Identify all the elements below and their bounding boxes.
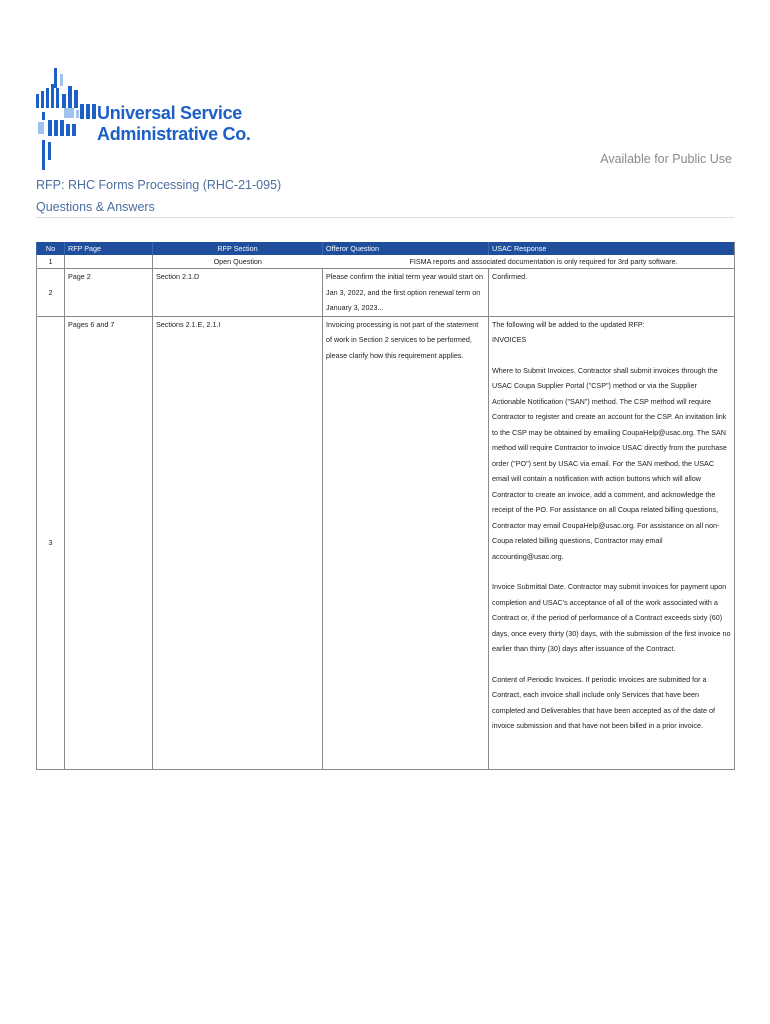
- qa-table: [36, 242, 735, 770]
- row-no: 2: [37, 269, 65, 317]
- row-page: [65, 255, 153, 269]
- col-header-no: No: [37, 242, 65, 255]
- response-body: [492, 317, 731, 769]
- availability-label: Available for Public Use: [600, 152, 732, 166]
- table-row: [37, 316, 735, 769]
- col-header-rfp-section: RFP Section: [153, 242, 323, 255]
- table-row: [37, 269, 735, 317]
- col-header-rfp-page: RFP Page: [65, 242, 153, 255]
- logo-line-1: Universal Service: [97, 103, 242, 123]
- document-title: RFP: RHC Forms Processing (RHC-21-095): [36, 178, 282, 192]
- row-section: Section 2.1.D: [153, 269, 323, 317]
- row-section: Open Question: [153, 255, 323, 269]
- row-no: 3: [37, 316, 65, 769]
- response-intro: The following will be added to the updated RFP:: [492, 319, 645, 329]
- title-divider: [36, 217, 734, 218]
- row-page: Page 2: [65, 269, 153, 317]
- response-text: FISMA reports and associated documentation is only required for 3rd party software.: [409, 257, 678, 266]
- table-header-row: [37, 242, 735, 255]
- row-question: Invoicing processing is not part of the statement of work in Section 2 services to be performed, please clarify how this requirement applies.: [323, 316, 489, 769]
- row-page: Pages 6 and 7: [65, 316, 153, 769]
- document-subtitle: Questions & Answers: [36, 200, 155, 214]
- col-header-usac-response: USAC Response: [489, 242, 735, 255]
- response-paragraph-1: Where to Submit Invoices. Contractor shall submit invoices through the USAC Coupa Supplier Portal ("CSP") method or via the Supplier Actionable Notification ("SAN") method. The CSP method will require Contractor to register and create an account for the CSP. An invitation link to the CSP may be obtained by emailing CoupaHelp@usac.org. The SAN method will require Contractor to invoice USAC directly from the purchase order ("PO") sent by USAC via email. For the SAN method, the USAC email will contain a notification with action buttons which will allow Contractor to create an invoice, add a comment, and acknowledge the receipt of the PO. For assistance on all Coupa related billing questions, Contractor may email CoupaHelp@usac.org. For assistance on all non-Coupa related billing questions, Contractor may email accounting@usac.org.: [492, 365, 727, 561]
- response-paragraph-3: Content of Periodic Invoices. If periodic invoices are submitted for a Contract, each invoice shall include only Services that have been completed and Deliverables that have been accepted as of the date of invoice submission and that have not been billed in a prior invoice.: [492, 674, 715, 730]
- row-response: Confirmed.: [489, 269, 735, 317]
- row-response: [489, 316, 735, 769]
- col-header-offeror-question: Offeror Question: [323, 242, 489, 255]
- row-section: Sections 2.1.E, 2.1.I: [153, 316, 323, 769]
- row-question: Please confirm the initial term year would start on Jan 3, 2022, and the first option renewal term on January 3, 2023...: [323, 269, 489, 317]
- logo-wordmark: [97, 103, 251, 145]
- response-heading: INVOICES: [492, 335, 527, 344]
- table-row: [37, 255, 735, 269]
- response-paragraph-2: Invoice Submittal Date. Contractor may submit invoices for payment upon completion and USAC's acceptance of all of the work associated with a Contract or, if the period of performance of a Contract exceeds sixty (60) days, once every thirty (30) days, with the submission of the first invoice no earlier than thirty (30) days after issuance of the Contract.: [492, 582, 731, 653]
- row-response: [323, 255, 735, 269]
- logo-line-2: Administrative Co.: [97, 124, 251, 144]
- row-no: 1: [37, 255, 65, 269]
